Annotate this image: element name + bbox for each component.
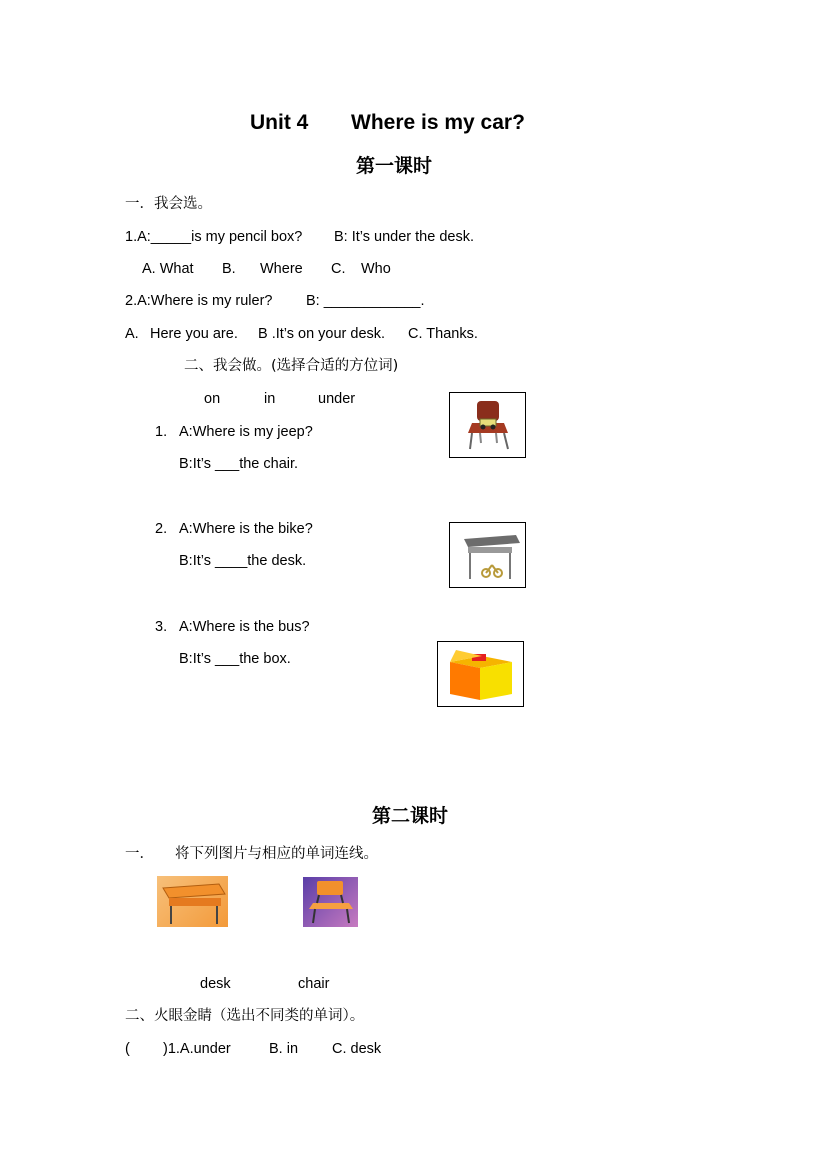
q2-option-a-letter: A. [125, 326, 139, 342]
chair-picture [303, 877, 358, 927]
unit-label: Unit 4 [250, 111, 309, 134]
q1-option-c: Who [361, 261, 391, 277]
item3-number: 3. [155, 619, 168, 635]
unit-title: Where is my car? [351, 111, 525, 134]
item3-answer: B:It’s ___the box. [179, 651, 291, 667]
q1-option-a: A. What [142, 261, 194, 277]
q1-option-b: Where [260, 261, 303, 277]
q1-option-c-letter: C. [331, 261, 346, 277]
q2-answer: B: ____________. [306, 293, 425, 309]
item2-number: 2. [155, 521, 168, 537]
q2-option-c: C. Thanks. [408, 326, 478, 342]
q1-answer: B: It’s under the desk. [334, 229, 474, 245]
word-on: on [204, 391, 221, 407]
q1-question: 1.A:_____is my pencil box? [125, 229, 303, 245]
bus-in-box-image [437, 641, 524, 707]
word-chair: chair [298, 976, 330, 992]
lesson2-section1-heading: 将下列图片与相应的单词连线。 [175, 846, 378, 862]
item2-question: A:Where is the bike? [179, 521, 313, 537]
item1-number: 1. [155, 424, 168, 440]
section2-heading: 二、我会做。(选择合适的方位词) [184, 358, 399, 374]
item2-answer: B:It’s ____the desk. [179, 553, 307, 569]
item3-question: A:Where is the bus? [179, 619, 310, 635]
word-under: under [318, 391, 356, 407]
jeep-on-chair-image [449, 392, 526, 458]
word-desk: desk [200, 976, 231, 992]
word-in: in [264, 391, 276, 407]
lesson2-section2-heading: 二、火眼金睛（选出不同类的单词）。 [125, 1008, 365, 1024]
lesson2-section1-number: 一． [125, 846, 154, 862]
lesson1-heading: 第一课时 [356, 155, 433, 177]
item1-question: A:Where is my jeep? [179, 424, 313, 440]
item1-answer: B:It’s ___the chair. [179, 456, 299, 472]
odd-one-out-option-b: B. in [269, 1041, 299, 1057]
bike-under-desk-image [449, 522, 526, 588]
q2-option-a: Here you are. [150, 326, 238, 342]
odd-one-out-paren: ( [125, 1041, 130, 1057]
desk-picture [157, 876, 228, 927]
section1-heading: 一．我会选。 [125, 196, 212, 212]
odd-one-out-q1: )1.A.under [163, 1041, 231, 1057]
q2-question: 2.A:Where is my ruler? [125, 293, 273, 309]
q1-option-b-letter: B. [222, 261, 236, 277]
q2-option-b: B .It’s on your desk. [258, 326, 386, 342]
odd-one-out-option-c: C. desk [332, 1041, 382, 1057]
lesson2-heading: 第二课时 [372, 805, 449, 827]
